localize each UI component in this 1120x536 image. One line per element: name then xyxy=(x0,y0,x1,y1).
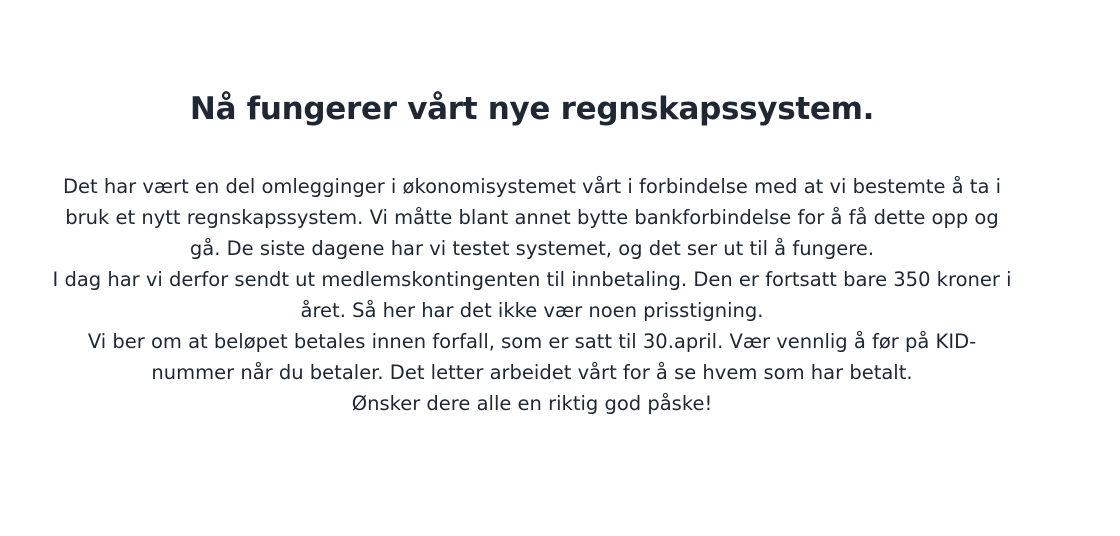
paragraph-membership-fee: I dag har vi derfor sendt ut medlemskontingenten til innbetaling. Den er fortsatt bare 350 kroner i året. Så her har det ikke vær noen prisstigning. xyxy=(52,268,1012,322)
article-title: Nå fungerer vårt nye regnskapssystem. xyxy=(189,91,875,127)
paragraph-payment-request: Vi ber om at beløpet betales innen forfall, som er satt til 30.april. Vær vennlig å før på KID-nummer når du betaler. Det letter arbeidet vårt for å se hvem som har betalt. xyxy=(87,330,977,384)
article-body xyxy=(50,171,1014,419)
paragraph-easter-greeting: Ønsker dere alle en riktig god påske! xyxy=(351,392,713,415)
paragraph-system-change: Det har vært en del omlegginger i økonomisystemet vårt i forbindelse med at vi bestemte å ta i bruk et nytt regnskapssystem. Vi måtte blant annet bytte bankforbindelse for å få dette opp og gå. De siste dagene har vi testet systemet, og det ser ut til å fungere. xyxy=(62,175,1002,260)
